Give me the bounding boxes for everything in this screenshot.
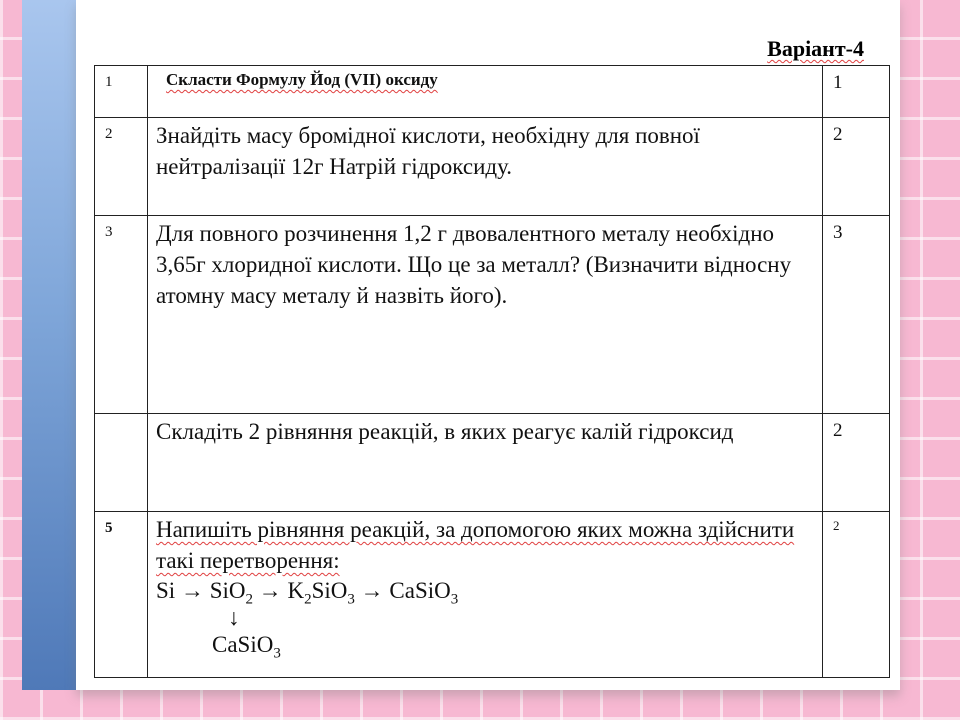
task-text-bold: Йод (VII) оксиду <box>310 70 438 89</box>
formula-sio2: SiO$_2$ <box>209 578 253 608</box>
task-points: 1 <box>823 66 890 118</box>
table-row <box>95 216 890 414</box>
formula-si: Si <box>156 578 176 603</box>
task-number <box>95 414 148 512</box>
table-row <box>95 66 890 118</box>
arrow-icon: → <box>180 578 204 603</box>
table-row <box>95 414 890 512</box>
task-text <box>148 512 823 678</box>
scheme-main-line <box>156 578 812 608</box>
worksheet-page <box>76 0 900 690</box>
task-points: 2 <box>823 512 890 678</box>
table-row <box>95 118 890 216</box>
task-points: 2 <box>823 414 890 512</box>
down-arrow-icon: ↓ <box>228 605 240 630</box>
task-points: 3 <box>823 216 890 414</box>
formula-k2sio3: $K_2SiO_3$ <box>287 578 355 608</box>
table-row <box>95 512 890 678</box>
conversion-scheme <box>156 578 812 662</box>
task-points: 2 <box>823 118 890 216</box>
task-text <box>148 66 823 118</box>
task-text: Складіть 2 рівняння реакцій, в яких реагує калій гідроксид <box>148 414 823 512</box>
arrow-icon: → <box>360 578 384 603</box>
task-text-instructions: Напишіть рівняння реакцій, за допомогою яких можна здійснити такі перетворення: <box>156 517 795 573</box>
task-text-prefix: Скласти Формулу <box>166 70 311 89</box>
tasks-table <box>94 65 890 678</box>
task-number: 5 <box>95 512 148 678</box>
arrow-icon: → <box>258 578 282 603</box>
left-accent-bar <box>22 0 76 690</box>
formula-casio3-branch: CaSiO$_3$ <box>212 632 281 662</box>
task-number: 2 <box>95 118 148 216</box>
task-text: Знайдіть масу бромідної кислоти, необхідну для повної нейтралізації 12г Натрій гідроксиду. <box>148 118 823 216</box>
task-text: Для повного розчинення 1,2 г двовалентного металу необхідно 3,65г хлоридної кислоти. Що це за металл? (Визначити відносну атомну масу металу й назвіть його). <box>148 216 823 414</box>
variant-title: Варіант-4 <box>767 36 864 61</box>
task-number: 3 <box>95 216 148 414</box>
formula-casio3: CaSiO$_3$ <box>389 578 459 608</box>
task-number: 1 <box>95 66 148 118</box>
